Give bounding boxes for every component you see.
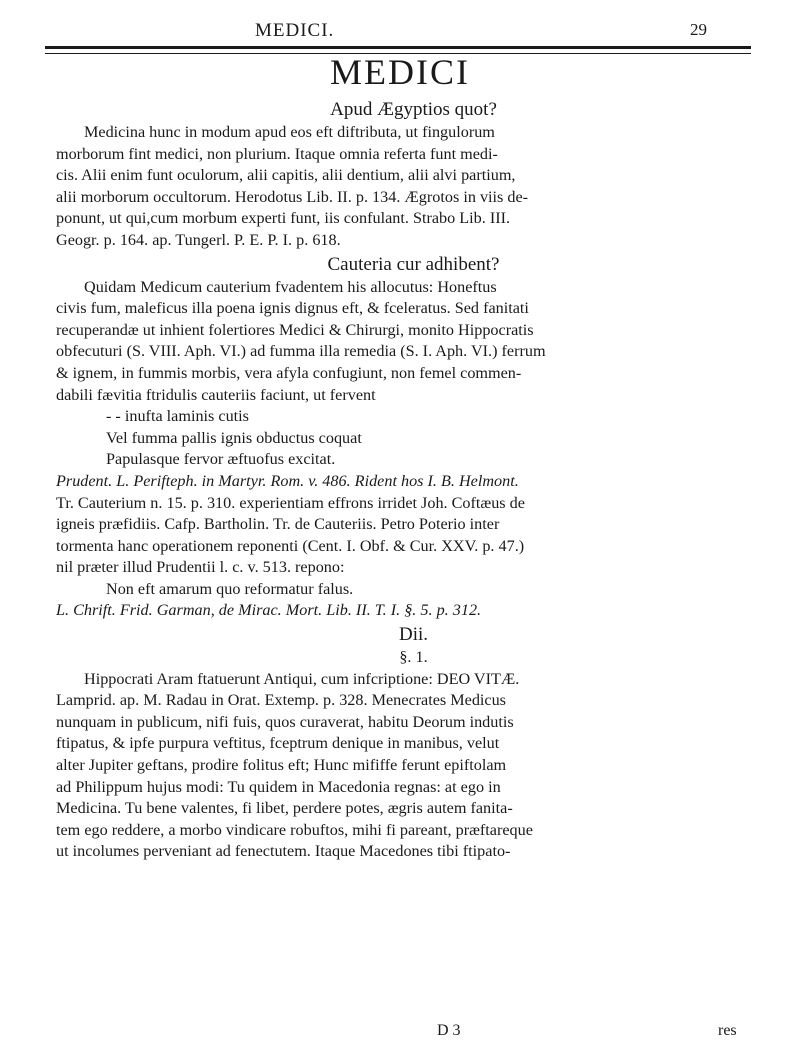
page-number: 29 — [690, 20, 707, 39]
paragraph-mark: §. 1. — [399, 648, 428, 667]
text-line: obfecuturi (S. VIII. Aph. VI.) ad fumma illa remedia (S. I. Aph. VI.) ferrum — [56, 342, 546, 361]
text-line: tem ego reddere, a morbo vindicare robuftos, mihi fi pareant, præftareque — [56, 820, 533, 839]
text-line: Medicina hunc in modum apud eos eft diftributa, ut fingulorum — [84, 123, 495, 141]
text-line: ad Philippum hujus modi: Tu quidem in Macedonia regnas: at ego in — [56, 777, 501, 796]
text-line: recuperandæ ut inhient folertiores Medici & Chirurgi, monito Hippocratis — [56, 320, 534, 339]
text-line: alter Jupiter geftans, prodire folitus eft; Hunc mififfe ferunt epiftolam — [56, 756, 507, 775]
text-line: L. Chrift. Frid. Garman, de Mirac. Mort. Lib. II. T. I. §. 5. p. 312. — [56, 601, 482, 620]
header-rule-thick — [45, 46, 751, 49]
text-line: Tr. Cauterium n. 15. p. 310. experientiam effrons irridet Joh. Coftæus de — [56, 493, 525, 512]
text-line: nil præter illud Prudentii l. c. v. 513. repono: — [56, 558, 345, 577]
catchword: res — [718, 1022, 737, 1039]
text-line: Hippocrati Aram ftatuerunt Antiqui, cum infcriptione: DEO VITÆ. — [84, 669, 520, 688]
verse-line: Papulasque fervor æftuofus excitat. — [106, 450, 336, 469]
text-line: nunquam in publicum, nifi fuis, quos curaverat, habitu Deorum indutis — [56, 712, 514, 731]
text-line: dabili fævitia ftridulis cauteriis faciunt, ut fervent — [56, 385, 376, 404]
verse-line: Non eft amarum quo reformatur falus. — [106, 579, 354, 598]
chapter-title: MEDICI — [330, 52, 470, 92]
verse-line: Vel fumma pallis ignis obductus coquat — [106, 428, 362, 447]
section-heading-cauteria: Cauteria cur adhibent? — [327, 253, 500, 275]
text-line: igneis præfidiis. Cafp. Bartholin. Tr. de Cauteriis. Petro Poterio inter — [56, 515, 500, 534]
text-line: cis. Alii enim funt oculorum, alii capitis, alii dentium, alii alvi partium, — [56, 166, 516, 185]
text-line: civis fum, maleficus illa poena ignis dignus eft, & fceleratus. Sed fanitati — [56, 299, 529, 318]
text-line: morborum fint medici, non plurium. Itaque omnia referta funt medi- — [56, 144, 498, 163]
text-line: Medicina. Tu bene valentes, fi libet, perdere potes, ægris autem fanita- — [56, 799, 513, 818]
text-line: tormenta hanc operationem reponenti (Cent. I. Obf. & Cur. XXV. p. 47.) — [56, 536, 525, 555]
text-line: alii morborum occultorum. Herodotus Lib. II. p. 134. Ægrotos in viis de- — [56, 187, 529, 206]
section-heading-egyptians: Apud Ægyptios quot? — [330, 99, 497, 120]
verse-line: - - inufta laminis cutis — [106, 407, 249, 426]
section-heading-dii: Dii. — [398, 624, 429, 646]
text-line: Quidam Medicum cauterium fvadentem his allocutus: Honeftus — [84, 277, 497, 296]
text-line: ftipatus, & ipfe purpura veftitus, fceptrum denique in manibus, velut — [56, 734, 500, 753]
text-body — [56, 97, 771, 863]
text-line: ponunt, ut qui,cum morbum experti funt, iis confulant. Strabo Lib. III. — [56, 209, 511, 228]
running-head-title: MEDICI. — [255, 20, 335, 41]
text-line: Geogr. p. 164. ap. Tungerl. P. E. P. I. p. 618. — [56, 230, 341, 249]
text-line: ut incolumes perveniant ad fenectutem. Itaque Macedones tibi ftipato- — [56, 842, 511, 861]
text-line: Prudent. L. Perifteph. in Martyr. Rom. v. 486. Rident hos I. B. Helmont. — [56, 471, 519, 490]
text-line: & ignem, in fummis morbis, vera afyla confugiunt, non femel commen- — [56, 363, 522, 382]
signature-mark: D 3 — [437, 1022, 461, 1039]
text-line: Lamprid. ap. M. Radau in Orat. Extemp. p. 328. Menecrates Medicus — [56, 691, 506, 710]
